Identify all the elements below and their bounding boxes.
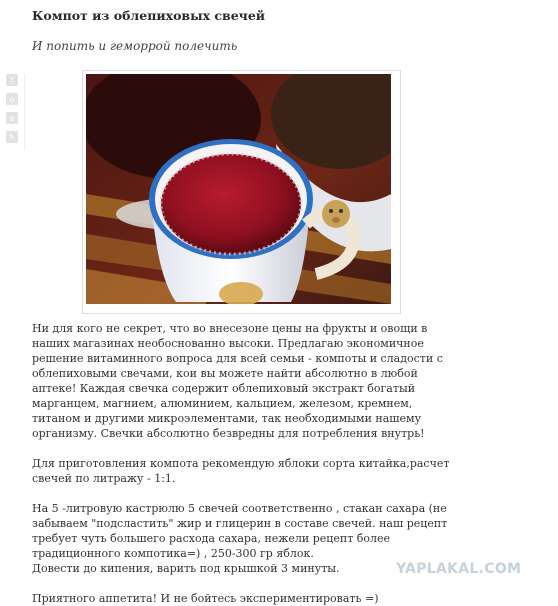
article-photo [82,70,401,314]
facebook-icon[interactable]: f [6,74,18,86]
paragraph-recipe: На 5 -литровую кастрюлю 5 свечей соответственно , стакан сахара (не забываем "подсластить" жир и глицерин в составе свечей. наш рецепт требует чуть большего расхода сахара, нежели рецепт более традиционного компотика=) , 250-300 гр яблок. [32,502,448,560]
cup-photo-image [86,74,391,304]
paragraph-boil: Довести до кипения, варить под крышкой 3 минуты. [32,562,340,575]
paragraph-apples: Для приготовления компота рекомендую яблоки сорта китайка,расчет свечей по литражу - 1:1. [32,457,450,485]
paragraph-closing: Приятного аппетита! И не бойтесь экспериментировать =) [32,592,379,605]
odnoklassniki-icon[interactable]: о [6,93,18,105]
article-subtitle: И попить и геморрой полечить [32,39,238,53]
article-title: Компот из облепиховых свечей [32,8,266,23]
link-icon[interactable]: ✎ [6,131,18,143]
article-body [32,321,452,606]
paragraph-intro: Ни для кого не секрет, что во внесезоне цены на фрукты и овощи в наших магазинах необоснованно высоки. Предлагаю экономичное решение витаминного вопроса для всей семьи - компоты и сладости с облепиховыми свечами, кои вы можете найти абсолютно в любой аптеке! Каждая свечка содержит облепиховый экстракт богатый марганцем, магнием, алюминием, кальцием, железом, кремнем, титаном и другими микроэлементами, так необходимыми нашему организму. Свечки абсолютно безвредны для потребления внутрь! [32,322,443,440]
vk-icon[interactable]: в [6,112,18,124]
share-sidebar [0,74,25,150]
watermark-logo: YAPLAKAL.COM [396,561,522,577]
